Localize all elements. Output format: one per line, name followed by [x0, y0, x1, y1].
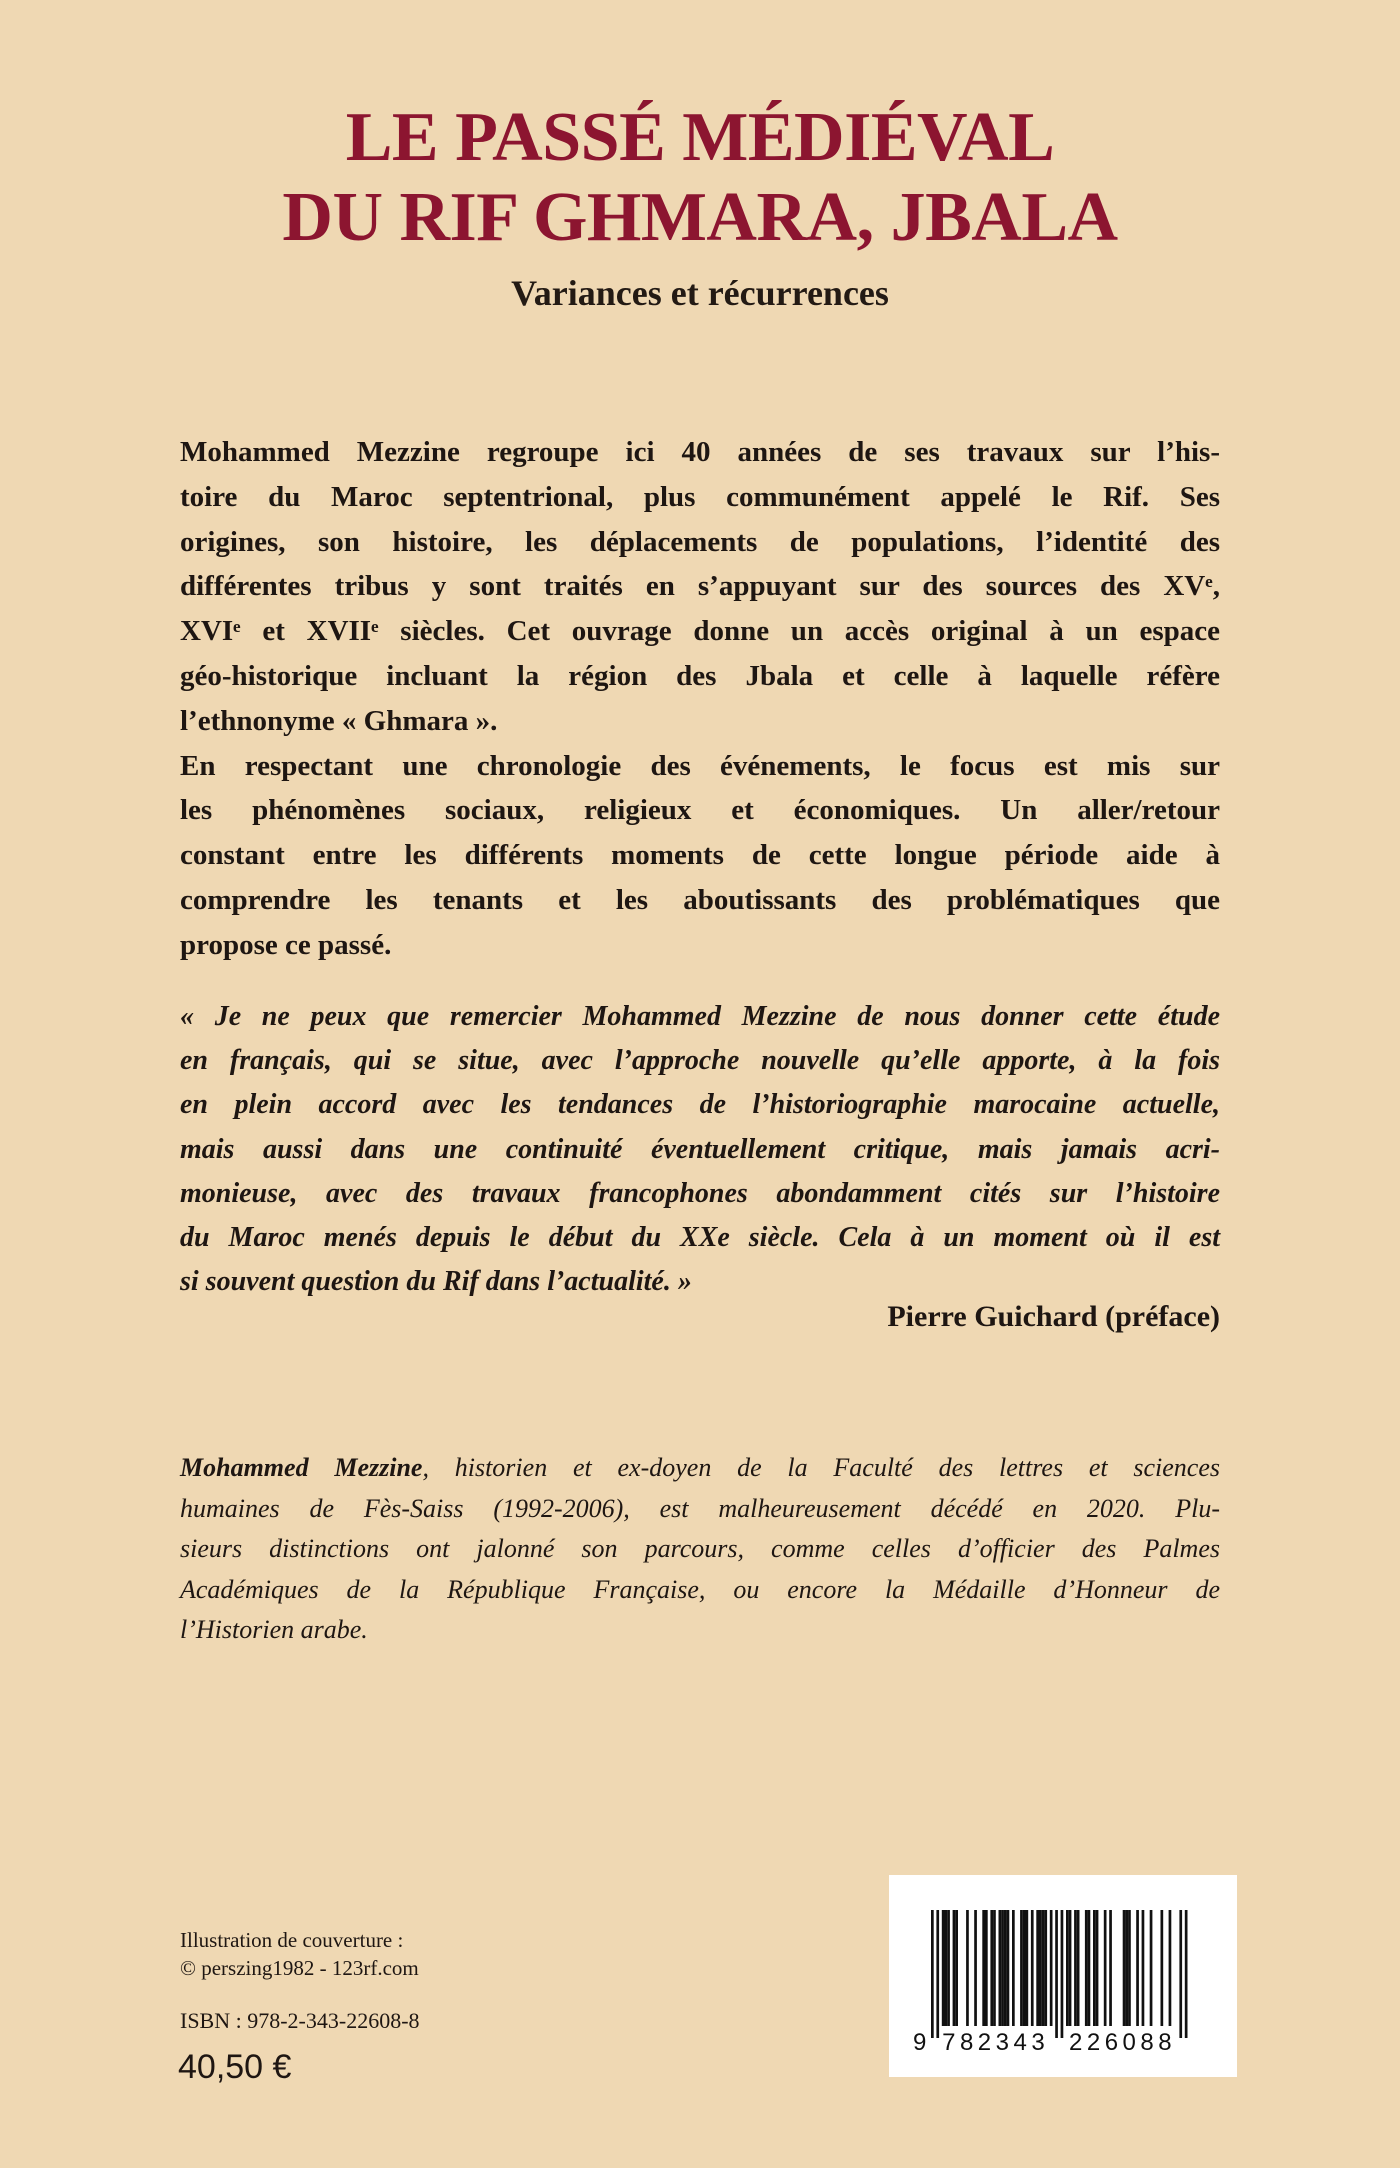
barcode-bar [1142, 1910, 1145, 2026]
text-line: les phénomènes sociaux, religieux et économiques. Un aller/retour [180, 794, 1220, 827]
barcode-bar [1161, 1910, 1164, 2026]
barcode [889, 1875, 1237, 2077]
book-summary [180, 430, 1220, 968]
book-title-line1: LE PASSÉ MÉDIÉVAL [345, 99, 1055, 176]
barcode-bar [1150, 1910, 1153, 2026]
text-line: du Maroc menés depuis le début du XXe siècle. Cela à un moment où il est [180, 1222, 1220, 1254]
text-line: constant entre les différents moments de cette longue période aide à [180, 839, 1220, 872]
barcode-bar [1020, 1910, 1023, 2026]
barcode-bar [1125, 1910, 1128, 2026]
barcode-bar [1128, 1910, 1131, 2026]
barcode-bar [993, 1910, 996, 2026]
barcode-bar [953, 1910, 956, 2026]
text-line: comprendre les tenants et les aboutissants des problématiques que [180, 883, 1220, 916]
barcode-bar [966, 1910, 969, 2026]
text-line: mais aussi dans une continuité éventuellement critique, mais jamais acri- [180, 1133, 1220, 1165]
barcode-bar [1012, 1910, 1015, 2026]
bio-author-name: Mohammed Mezzine [180, 1453, 423, 1482]
text-line: géo-historique incluant la région des Jbala et celle à laquelle réfère [180, 659, 1220, 692]
text-line: origines, son histoire, les déplacements de populations, l’identité des [180, 525, 1220, 558]
barcode-bar [1042, 1910, 1045, 2026]
barcode-bar [1104, 1910, 1107, 2026]
book-title-line2: DU RIF GHMARA, JBALA [282, 179, 1118, 256]
barcode-bar [1136, 1910, 1139, 2026]
barcode-bar [1066, 1910, 1069, 2026]
barcode-bars [909, 1910, 1219, 2060]
barcode-bar [1061, 1910, 1064, 2038]
barcode-bar [990, 1910, 993, 2026]
text-line: en plein accord avec les tendances de l’historiographie marocaine actuelle, [180, 1089, 1220, 1121]
text-line: monieuse, avec des travaux francophones abondamment cités sur l’histoire [180, 1177, 1220, 1209]
barcode-bar [955, 1910, 958, 2026]
text-line: Académiques de la République Française, ou encore la Médaille d’Honneur de [180, 1574, 1220, 1604]
price: 40,50 € [178, 2048, 292, 2086]
barcode-bar [1039, 1910, 1042, 2026]
text-line: XVIᵉ et XVIIᵉ siècles. Cet ouvrage donne un accès original à un espace [180, 615, 1220, 648]
text-line: si souvent question du Rif dans l’actualité. » [180, 1266, 692, 1298]
text-line: Mohammed Mezzine regroupe ici 40 années de ses travaux sur l’his- [180, 436, 1220, 468]
isbn: ISBN : 978-2-343-22608-8 [180, 2008, 420, 2033]
barcode-bar [931, 1910, 934, 2038]
text-line: sieurs distinctions ont jalonné son parcours, comme celles d’officier des Palmes [180, 1534, 1220, 1563]
author-bio [180, 1448, 1220, 1651]
barcode-bar [1074, 1910, 1077, 2026]
barcode-bar [1023, 1910, 1026, 2026]
barcode-bar [1088, 1910, 1091, 2026]
barcode-bar [1004, 1910, 1007, 2026]
preface-quote [180, 995, 1220, 1304]
credit-source: © perszing1982 - 123rf.com [180, 1956, 419, 1980]
barcode-bar [982, 1910, 985, 2026]
credit-label: Illustration de couverture : [180, 1928, 404, 1952]
barcode-bar [1169, 1910, 1172, 2026]
barcode-bar [945, 1910, 948, 2026]
illustration-credits [180, 1926, 419, 1982]
text-line: en français, qui se situe, avec l’approche nouvelle qu’elle apporte, à la fois [180, 1045, 1220, 1077]
barcode-bar [1085, 1910, 1088, 2026]
bio-line: , historien et ex-doyen de la Faculté des lettres et sciences [422, 1453, 1220, 1482]
barcode-digits: 9 [913, 2029, 931, 2056]
barcode-bar [1096, 1910, 1099, 2026]
quote-attribution: Pierre Guichard (préface) [887, 1300, 1220, 1333]
barcode-bar [1026, 1910, 1029, 2026]
barcode-bar [1109, 1910, 1112, 2026]
text-line: humaines de Fès-Saiss (1992-2006), est malheureusement décédé en 2020. Plu- [180, 1493, 1220, 1523]
text-line: différentes tribus y sont traités en s’appuyant sur des sources des XVᵉ, [180, 570, 1220, 603]
barcode-bar [1077, 1910, 1080, 2026]
text-line: l’ethnonyme « Ghmara ». [180, 704, 498, 737]
text-line: « Je ne peux que remercier Mohammed Mezzine de nous donner cette étude [180, 1001, 1220, 1032]
barcode-bar [1179, 1910, 1182, 2038]
barcode-bar [974, 1910, 977, 2026]
barcode-bar [985, 1910, 988, 2026]
text-line: propose ce passé. [180, 928, 392, 961]
barcode-bar [947, 1910, 950, 2026]
barcode-bar [1093, 1910, 1096, 2026]
barcode-digits: 782343 [942, 2029, 1050, 2056]
barcode-bar [1069, 1910, 1072, 2026]
text-line: toire du Maroc septentrional, plus communément appelé le Rif. Ses [180, 480, 1220, 513]
barcode-digits: 226088 [1069, 2029, 1177, 2056]
text-line: l’Historien arabe. [180, 1615, 368, 1644]
barcode-bar [1036, 1910, 1039, 2026]
barcode-bar [999, 1910, 1002, 2026]
barcode-bar [936, 1910, 939, 2038]
barcode-bar [942, 1910, 945, 2026]
text-line: En respectant une chronologie des événements, le focus est mis sur [180, 749, 1220, 782]
barcode-bar [1044, 1910, 1047, 2026]
barcode-bar [1001, 1910, 1004, 2026]
book-subtitle: Variances et récurrences [511, 273, 889, 313]
barcode-bar [1123, 1910, 1126, 2026]
barcode-bar [1055, 1910, 1058, 2038]
barcode-bar [1007, 1910, 1010, 2026]
barcode-bar [1031, 1910, 1034, 2026]
barcode-bar [1050, 1910, 1053, 2026]
barcode-bar [1185, 1910, 1188, 2038]
